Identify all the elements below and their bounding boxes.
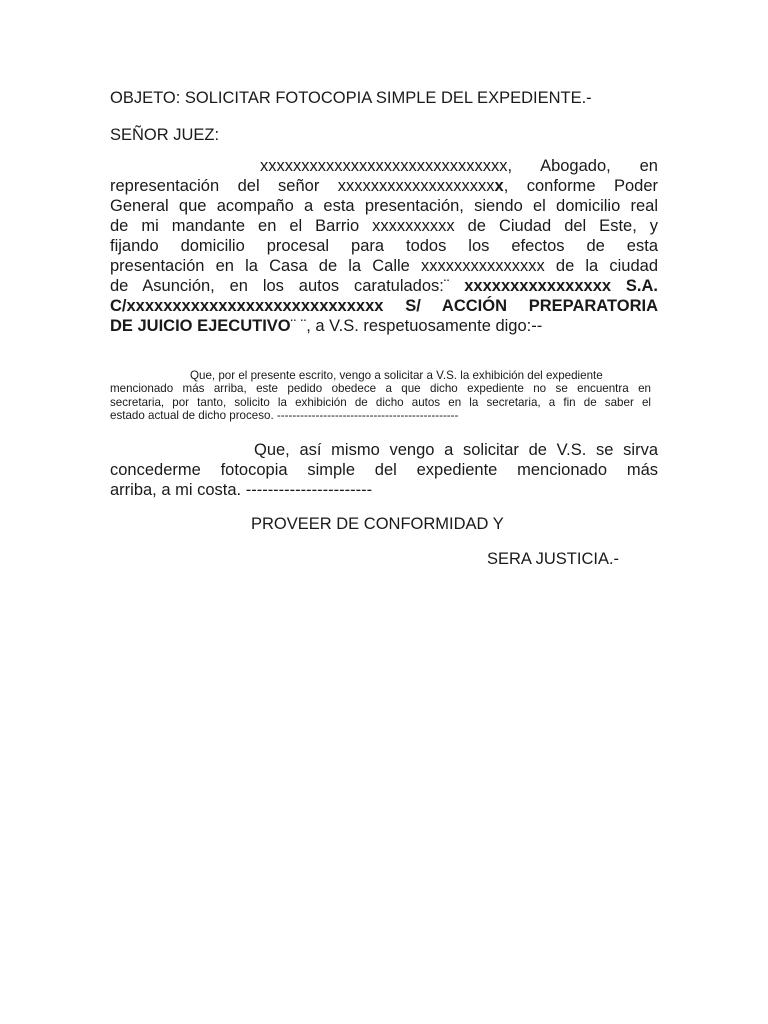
objeto-line: OBJETO: SOLICITAR FOTOCOPIA SIMPLE DEL EXPEDIENTE.- bbox=[110, 89, 592, 107]
closing-proveer: PROVEER DE CONFORMIDAD Y bbox=[251, 515, 504, 533]
para3-line-3: arriba, a mi costa. ----------------------- bbox=[110, 481, 373, 499]
para2-line-4: estado actual de dicho proceso. ----------------------------------------------- bbox=[110, 409, 459, 422]
para2-line-2: mencionado más arriba, este pedido obedece a que dicho expediente no se encuentra en bbox=[110, 382, 651, 395]
salutation: SEÑOR JUEZ: bbox=[110, 126, 220, 144]
para3-line-2: concederme fotocopia simple del expediente mencionado más bbox=[110, 461, 658, 479]
para1-line-4: de mi mandante en el Barrio xxxxxxxxxx de Ciudad del Este, y bbox=[110, 217, 658, 235]
para1-line-6: presentación en la Casa de la Calle xxxxxxxxxxxxxxx de la ciudad bbox=[110, 257, 658, 275]
para1-line-9: DE JUICIO EJECUTIVO¨ ¨, a V.S. respetuosamente digo:-- bbox=[110, 317, 543, 335]
para1-line-1: xxxxxxxxxxxxxxxxxxxxxxxxxxxxxx, Abogado, en bbox=[260, 157, 658, 175]
para1-line-8: C/xxxxxxxxxxxxxxxxxxxxxxxxxxxx S/ ACCIÓN PREPARATORIA bbox=[110, 297, 658, 315]
closing-justicia: SERA JUSTICIA.- bbox=[487, 550, 620, 568]
para1-line-5: fijando domicilio procesal para todos los efectos de esta bbox=[110, 237, 658, 255]
para2-line-3: secretaria, por tanto, solicito la exhibición de dicho autos en la secretaria, a fin de saber el bbox=[110, 396, 651, 409]
para1-line-2: representación del señor xxxxxxxxxxxxxxxxxxxx, conforme Poder bbox=[110, 177, 658, 195]
para1-line-3: General que acompaño a esta presentación, siendo el domicilio real bbox=[110, 197, 658, 215]
para1-line-7: de Asunción, en los autos caratulados:¨ xxxxxxxxxxxxxxxx S.A. bbox=[110, 277, 659, 295]
para2-line-1: Que, por el presente escrito, vengo a solicitar a V.S. la exhibición del expediente bbox=[190, 369, 603, 382]
para3-line-1: Que, así mismo vengo a solicitar de V.S. se sirva bbox=[254, 441, 658, 459]
